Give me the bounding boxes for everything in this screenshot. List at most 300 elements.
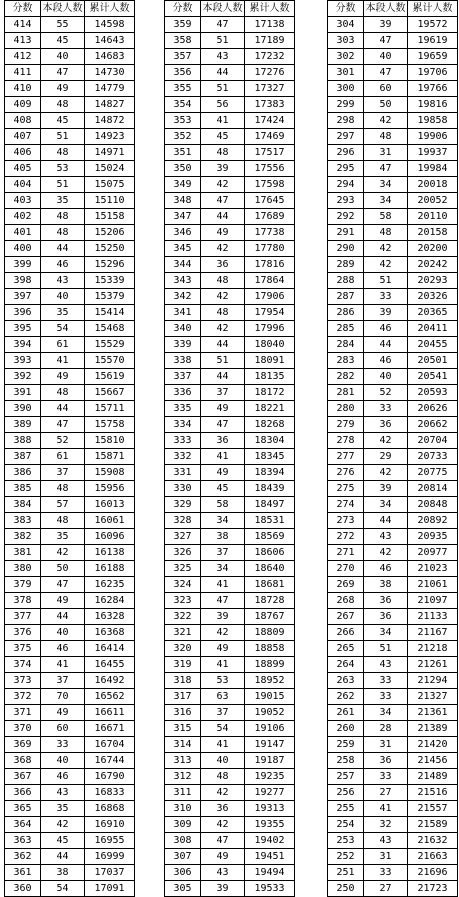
cumulative-count-cell: 21420 [408,737,458,753]
segment-count-cell: 27 [364,785,408,801]
segment-count-cell: 43 [41,273,85,289]
table-row [5,401,135,417]
segment-count-cell: 49 [201,225,245,241]
table-row [165,353,295,369]
table-row [328,881,458,897]
score-cell: 305 [165,881,201,897]
score-cell: 264 [328,657,364,673]
segment-count-cell: 35 [41,529,85,545]
score-cell: 332 [165,449,201,465]
score-cell: 375 [5,641,41,657]
score-cell: 284 [328,337,364,353]
cumulative-count-cell: 18172 [245,385,295,401]
table-row [5,689,135,705]
score-cell: 301 [328,65,364,81]
table-row [5,225,135,241]
score-cell: 354 [165,97,201,113]
segment-count-cell: 40 [364,369,408,385]
segment-count-cell: 47 [201,193,245,209]
segment-count-cell: 42 [201,625,245,641]
table-row [328,97,458,113]
score-cell: 297 [328,129,364,145]
segment-count-cell: 44 [364,513,408,529]
table-row [5,833,135,849]
cumulative-count-cell: 21133 [408,609,458,625]
cumulative-count-cell: 21723 [408,881,458,897]
cumulative-count-cell: 15908 [85,465,135,481]
table-row [5,129,135,145]
segment-count-cell: 47 [41,65,85,81]
score-cell: 333 [165,433,201,449]
score-cell: 266 [328,625,364,641]
segment-count-cell: 48 [41,481,85,497]
score-cell: 407 [5,129,41,145]
segment-count-cell: 44 [201,337,245,353]
segment-count-cell: 48 [41,145,85,161]
cumulative-count-cell: 20110 [408,209,458,225]
score-cell: 369 [5,737,41,753]
segment-count-cell: 48 [201,305,245,321]
table-row [328,593,458,609]
score-cell: 261 [328,705,364,721]
score-cell: 309 [165,817,201,833]
header-score: 分数 [165,1,201,17]
segment-count-cell: 41 [201,737,245,753]
table-row [328,225,458,241]
cumulative-count-cell: 16562 [85,689,135,705]
table-row [5,161,135,177]
segment-count-cell: 39 [364,305,408,321]
table-row [165,225,295,241]
table-row [328,369,458,385]
score-cell: 288 [328,273,364,289]
segment-count-cell: 37 [201,705,245,721]
cumulative-count-cell: 18439 [245,481,295,497]
table-row [5,337,135,353]
table-row [328,161,458,177]
score-cell: 389 [5,417,41,433]
table-row [165,49,295,65]
cumulative-count-cell: 20814 [408,481,458,497]
table-row [165,241,295,257]
table-row [165,593,295,609]
segment-count-cell: 44 [41,241,85,257]
table-header-row [5,1,135,17]
table-row [5,81,135,97]
score-cell: 317 [165,689,201,705]
segment-count-cell: 31 [364,849,408,865]
score-cell: 277 [328,449,364,465]
score-cell: 327 [165,529,201,545]
table-row [328,321,458,337]
score-cell: 312 [165,769,201,785]
cumulative-count-cell: 19659 [408,49,458,65]
segment-count-cell: 42 [201,241,245,257]
cumulative-count-cell: 15468 [85,321,135,337]
score-cell: 343 [165,273,201,289]
segment-count-cell: 33 [364,401,408,417]
cumulative-count-cell: 17189 [245,33,295,49]
table-row [165,257,295,273]
cumulative-count-cell: 20541 [408,369,458,385]
segment-count-cell: 36 [364,609,408,625]
cumulative-count-cell: 21361 [408,705,458,721]
score-cell: 340 [165,321,201,337]
cumulative-count-cell: 20775 [408,465,458,481]
segment-count-cell: 48 [41,225,85,241]
cumulative-count-cell: 20365 [408,305,458,321]
score-cell: 385 [5,481,41,497]
score-cell: 392 [5,369,41,385]
score-cell: 275 [328,481,364,497]
cumulative-count-cell: 20200 [408,241,458,257]
table-row [165,641,295,657]
segment-count-cell: 41 [201,113,245,129]
segment-count-cell: 41 [201,657,245,673]
cumulative-count-cell: 17517 [245,145,295,161]
segment-count-cell: 34 [364,625,408,641]
cumulative-count-cell: 16671 [85,721,135,737]
table-row [165,129,295,145]
score-cell: 406 [5,145,41,161]
cumulative-count-cell: 18728 [245,593,295,609]
score-cell: 363 [5,833,41,849]
score-cell: 391 [5,385,41,401]
cumulative-count-cell: 19451 [245,849,295,865]
cumulative-count-cell: 19052 [245,705,295,721]
table-row [165,737,295,753]
segment-count-cell: 45 [41,33,85,49]
table-row [328,849,458,865]
score-cell: 293 [328,193,364,209]
segment-count-cell: 52 [364,385,408,401]
segment-count-cell: 48 [41,513,85,529]
table-row [165,385,295,401]
cumulative-count-cell: 18858 [245,641,295,657]
score-cell: 347 [165,209,201,225]
segment-count-cell: 45 [41,833,85,849]
cumulative-count-cell: 17598 [245,177,295,193]
table-row [5,625,135,641]
cumulative-count-cell: 18952 [245,673,295,689]
score-cell: 361 [5,865,41,881]
header-segment-count: 本段人数 [364,1,408,17]
score-cell: 399 [5,257,41,273]
cumulative-count-cell: 15414 [85,305,135,321]
table-row [165,657,295,673]
cumulative-count-cell: 19858 [408,113,458,129]
table-row [5,449,135,465]
segment-count-cell: 50 [364,97,408,113]
cumulative-count-cell: 16061 [85,513,135,529]
score-cell: 351 [165,145,201,161]
segment-count-cell: 58 [201,497,245,513]
table-row [5,193,135,209]
score-cell: 382 [5,529,41,545]
table-row [5,865,135,881]
table-row [5,817,135,833]
cumulative-count-cell: 21696 [408,865,458,881]
score-cell: 395 [5,321,41,337]
cumulative-count-cell: 15570 [85,353,135,369]
table-row [165,609,295,625]
header-cumulative-count: 累计人数 [408,1,458,17]
score-cell: 372 [5,689,41,705]
cumulative-count-cell: 21516 [408,785,458,801]
score-cell: 370 [5,721,41,737]
score-cell: 402 [5,209,41,225]
cumulative-count-cell: 16704 [85,737,135,753]
cumulative-count-cell: 20455 [408,337,458,353]
table-row [328,129,458,145]
cumulative-count-cell: 17738 [245,225,295,241]
cumulative-count-cell: 16955 [85,833,135,849]
table-row [165,161,295,177]
score-cell: 291 [328,225,364,241]
table-row [165,865,295,881]
segment-count-cell: 42 [41,817,85,833]
segment-count-cell: 51 [201,353,245,369]
segment-count-cell: 44 [364,337,408,353]
table-row [165,417,295,433]
cumulative-count-cell: 20293 [408,273,458,289]
cumulative-count-cell: 16455 [85,657,135,673]
cumulative-count-cell: 21097 [408,593,458,609]
score-cell: 335 [165,401,201,417]
score-cell: 379 [5,577,41,593]
table-row [328,209,458,225]
cumulative-count-cell: 17780 [245,241,295,257]
table-row [5,721,135,737]
score-cell: 280 [328,401,364,417]
segment-count-cell: 36 [201,801,245,817]
table-row [165,273,295,289]
score-cell: 271 [328,545,364,561]
cumulative-count-cell: 15956 [85,481,135,497]
segment-count-cell: 49 [201,641,245,657]
cumulative-count-cell: 14971 [85,145,135,161]
cumulative-count-cell: 16368 [85,625,135,641]
table-row [5,705,135,721]
score-cell: 326 [165,545,201,561]
segment-count-cell: 37 [41,673,85,689]
cumulative-count-cell: 21261 [408,657,458,673]
table-row [328,705,458,721]
score-cell: 257 [328,769,364,785]
score-cell: 322 [165,609,201,625]
segment-count-cell: 40 [364,49,408,65]
score-cell: 278 [328,433,364,449]
cumulative-count-cell: 20704 [408,433,458,449]
segment-count-cell: 34 [364,705,408,721]
table-row [328,577,458,593]
cumulative-count-cell: 14827 [85,97,135,113]
table-row [165,481,295,497]
table-row [165,497,295,513]
cumulative-count-cell: 17091 [85,881,135,897]
segment-count-cell: 45 [41,113,85,129]
segment-count-cell: 42 [201,289,245,305]
segment-count-cell: 46 [364,353,408,369]
cumulative-count-cell: 16096 [85,529,135,545]
score-cell: 279 [328,417,364,433]
cumulative-count-cell: 21632 [408,833,458,849]
segment-count-cell: 43 [41,785,85,801]
cumulative-count-cell: 18394 [245,465,295,481]
score-table-3 [327,0,458,897]
table-row [165,753,295,769]
cumulative-count-cell: 16790 [85,769,135,785]
segment-count-cell: 47 [364,65,408,81]
segment-count-cell: 46 [364,561,408,577]
segment-count-cell: 38 [201,529,245,545]
segment-count-cell: 35 [41,801,85,817]
score-cell: 359 [165,17,201,33]
cumulative-count-cell: 16868 [85,801,135,817]
cumulative-count-cell: 16833 [85,785,135,801]
score-cell: 334 [165,417,201,433]
table-row [165,433,295,449]
table-row [5,241,135,257]
score-cell: 307 [165,849,201,865]
cumulative-count-cell: 15296 [85,257,135,273]
score-cell: 330 [165,481,201,497]
score-cell: 294 [328,177,364,193]
table-row [328,657,458,673]
score-cell: 299 [328,97,364,113]
segment-count-cell: 36 [364,593,408,609]
table-row [5,321,135,337]
score-cell: 377 [5,609,41,625]
cumulative-count-cell: 18221 [245,401,295,417]
score-cell: 269 [328,577,364,593]
score-cell: 255 [328,801,364,817]
cumulative-count-cell: 20848 [408,497,458,513]
cumulative-count-cell: 20052 [408,193,458,209]
table-row [328,241,458,257]
segment-count-cell: 51 [201,33,245,49]
score-cell: 306 [165,865,201,881]
segment-count-cell: 49 [41,593,85,609]
table-row [165,817,295,833]
cumulative-count-cell: 20892 [408,513,458,529]
segment-count-cell: 58 [364,209,408,225]
cumulative-count-cell: 18268 [245,417,295,433]
cumulative-count-cell: 20593 [408,385,458,401]
segment-count-cell: 35 [41,193,85,209]
cumulative-count-cell: 18091 [245,353,295,369]
score-cell: 251 [328,865,364,881]
cumulative-count-cell: 16013 [85,497,135,513]
segment-count-cell: 44 [41,609,85,625]
score-cell: 281 [328,385,364,401]
score-cell: 276 [328,465,364,481]
cumulative-count-cell: 17954 [245,305,295,321]
table-row [5,513,135,529]
segment-count-cell: 49 [41,81,85,97]
segment-count-cell: 47 [201,593,245,609]
score-cell: 337 [165,369,201,385]
score-cell: 314 [165,737,201,753]
score-cell: 412 [5,49,41,65]
cumulative-count-cell: 17383 [245,97,295,113]
table-row [328,113,458,129]
cumulative-count-cell: 15110 [85,193,135,209]
score-cell: 321 [165,625,201,641]
score-cell: 358 [165,33,201,49]
segment-count-cell: 40 [41,49,85,65]
table-row [165,769,295,785]
table-header-row [328,1,458,17]
segment-count-cell: 38 [41,865,85,881]
cumulative-count-cell: 21456 [408,753,458,769]
cumulative-count-cell: 19572 [408,17,458,33]
table-row [5,65,135,81]
score-cell: 409 [5,97,41,113]
cumulative-count-cell: 21389 [408,721,458,737]
cumulative-count-cell: 15711 [85,401,135,417]
table-row [5,369,135,385]
table-row [5,433,135,449]
cumulative-count-cell: 21663 [408,849,458,865]
cumulative-count-cell: 14598 [85,17,135,33]
score-cell: 283 [328,353,364,369]
table-row [328,433,458,449]
score-cell: 381 [5,545,41,561]
table-row [5,561,135,577]
segment-count-cell: 49 [201,849,245,865]
table-row [5,881,135,897]
cumulative-count-cell: 15206 [85,225,135,241]
cumulative-count-cell: 16284 [85,593,135,609]
score-cell: 352 [165,129,201,145]
table-row [328,305,458,321]
score-cell: 338 [165,353,201,369]
table-row [5,593,135,609]
cumulative-count-cell: 21327 [408,689,458,705]
segment-count-cell: 36 [364,417,408,433]
cumulative-count-cell: 17232 [245,49,295,65]
cumulative-count-cell: 19277 [245,785,295,801]
table-row [328,817,458,833]
table-row [5,273,135,289]
cumulative-count-cell: 16611 [85,705,135,721]
segment-count-cell: 36 [364,753,408,769]
segment-count-cell: 33 [364,865,408,881]
score-cell: 331 [165,465,201,481]
cumulative-count-cell: 15758 [85,417,135,433]
table-row [165,81,295,97]
table-row [328,561,458,577]
score-cell: 360 [5,881,41,897]
score-cell: 398 [5,273,41,289]
table-row [165,849,295,865]
cumulative-count-cell: 19766 [408,81,458,97]
score-cell: 388 [5,433,41,449]
table-row [328,497,458,513]
score-cell: 319 [165,657,201,673]
segment-count-cell: 49 [201,465,245,481]
score-cell: 259 [328,737,364,753]
cumulative-count-cell: 14923 [85,129,135,145]
cumulative-count-cell: 19494 [245,865,295,881]
cumulative-count-cell: 17276 [245,65,295,81]
segment-count-cell: 43 [201,49,245,65]
table-row [165,801,295,817]
table-row [328,417,458,433]
table-row [5,113,135,129]
header-segment-count: 本段人数 [41,1,85,17]
